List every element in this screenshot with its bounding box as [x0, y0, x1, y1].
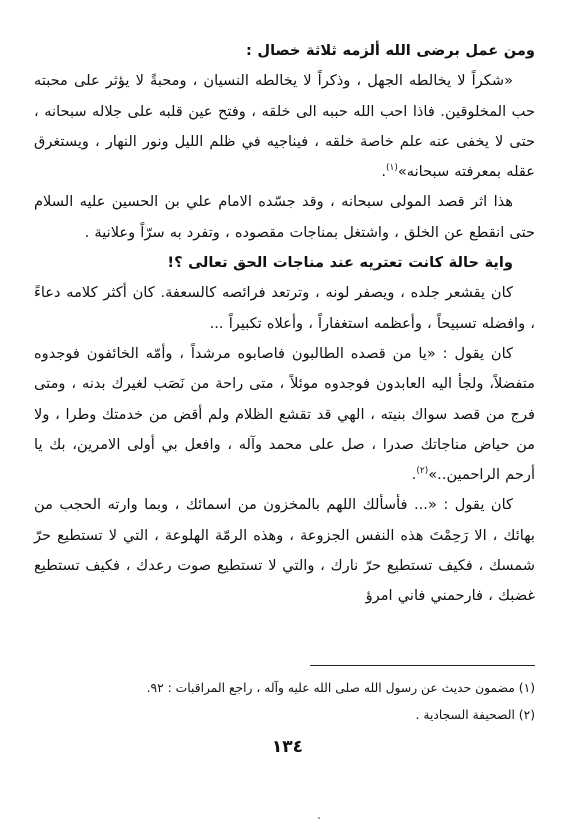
page-number: ١٣٤: [271, 737, 304, 757]
paragraph-quote-3: كان يقول : «... فأسألك اللهم بالمخزون من اسمائك ، وبما وارته الحجب من بهائك ، الا رَحِمْتَ هذه النفس الجزوعة ، وهذه الرمّة الهلوعة ، التي لا تستطيع حرّ شمسك ، فكيف تستطيع حرّ نارك ، والتي لا تستطيع صوت رعدك ، فكيف تستطيع غضبك ، فارحمني فاني امرؤ: [34, 496, 535, 605]
quote-1-text: «شكراً لا يخالطه الجهل ، وذكراً لا يخالطه النسيان ، ومحبةً لا يؤثر على محبته حب المخلوقين. فاذا احب الله حببه الى خلقه ، وفتح عين قلبه على جلاله سبحانه ، حتى لا يخفى عنه علم خاصة خلقه ، فيناجيه في ظلم الليل ونور النهار ، ويستغرق عقله بمعرفته سبحانه»: [34, 72, 535, 181]
section-heading-question: واية حالة كانت تعتريه عند مناجات الحق تعالى ؟!: [167, 254, 513, 272]
footnote-2: (٢) الصحيفة السجادية .: [415, 708, 535, 722]
main-text: [34, 36, 535, 612]
quote-1-period: .: [381, 163, 386, 181]
paragraph-quote-2: [34, 339, 535, 490]
footnote-ref-2: (٢): [416, 466, 429, 477]
paragraph-description: كان يقشعر جلده ، ويصفر لونه ، وترتعد فرائصه كالسعفة. كان أكثر كلامه دعاءً ، وافضله تسبيحاً ، وأعظمه استغفاراً ، وأعلاه تكبيراً ...: [34, 284, 535, 332]
footnotes: [60, 675, 535, 729]
quote-2-period: .: [411, 466, 417, 484]
scan-speck: [318, 817, 320, 819]
footnote-separator: [310, 665, 535, 666]
paragraph-intro-heading: ومن عمل برضى الله ألزمه ثلاثة خصال :: [245, 42, 535, 59]
quote-2-text: كان يقول : «يا من قصده الطالبون فاصابوه مرشداً ، وأمّه الخائفون فوجدوه متفضلاً، ولجأ اليه العابدون فوجدوه موئلاً ، متى راحة من نَصَب لغيرك بدنه ، ومتى فرج من قصد سواك بنيته ، الهي قد تقشع الظلام ولم أقض من خدمتك وطرا ، ولا من حياض مناجاتك صدرا ، صل على محمد وآله ، وافعل بي أولى الامرين، بك يا أرحم الراحمين..»: [34, 344, 535, 484]
footnote-1: (١) مضمون حديث عن رسول الله صلى الله عليه وآله ، راجع المراقبات : ٩٢.: [146, 681, 535, 695]
paragraph-imam-ali: هذا اثر قصد المولى سبحانه ، وقد جسّده الامام علي بن الحسين عليه السلام حتى انقطع عن الخلق ، واشتغل بمناجات مقصوده ، وتفرد به سرّاً وعلانية .: [34, 193, 535, 241]
paragraph-quote-1: [34, 66, 535, 187]
footnote-ref-1: (١): [385, 163, 398, 174]
